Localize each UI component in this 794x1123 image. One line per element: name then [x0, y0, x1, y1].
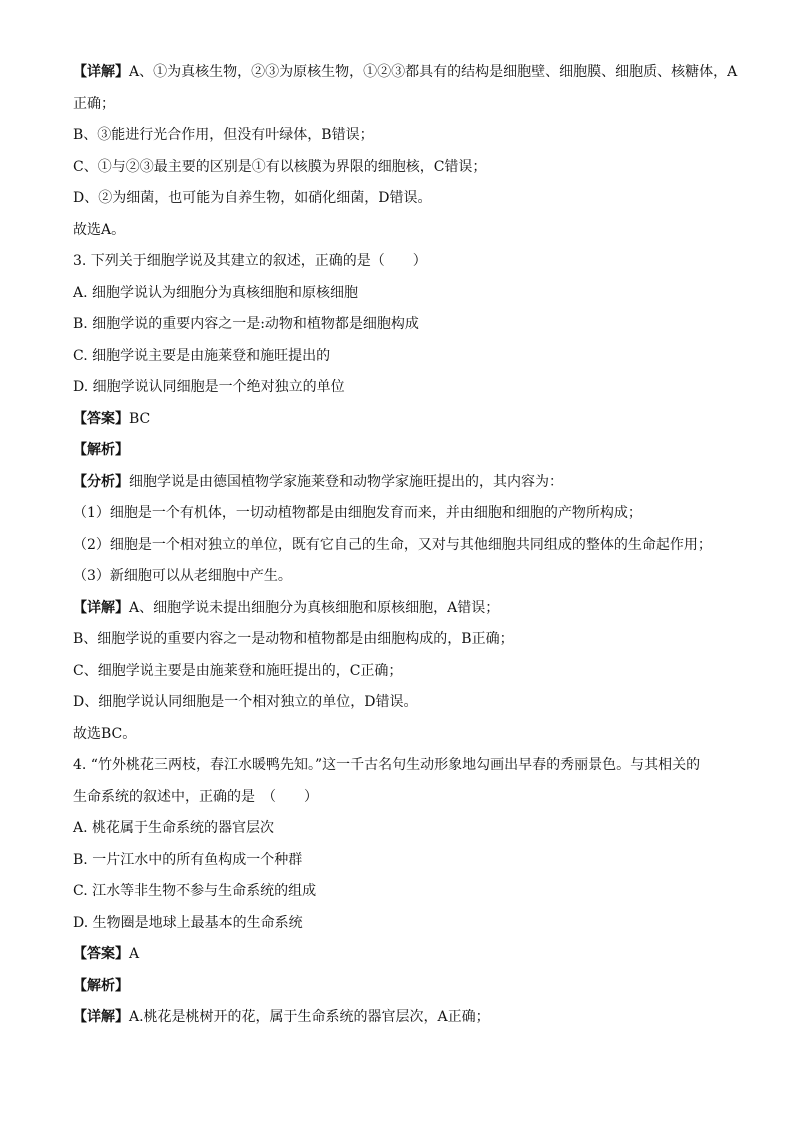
line-text: B. 细胞学说的重要内容之一是:动物和植物都是细胞构成: [73, 316, 419, 332]
text-line: [73, 598, 742, 618]
section-tag: 【解析】: [73, 442, 129, 458]
text-line: [73, 251, 742, 271]
line-text: 细胞学说是由德国植物学家施莱登和动物学家施旺提出的，其内容为：: [129, 473, 563, 490]
line-text: D. 生物圈是地球上最基本的生命系统: [73, 914, 303, 931]
line-text: 3. 下列关于细胞学说及其建立的叙述，正确的是（ ）: [73, 253, 427, 269]
line-text: C. 江水等非生物不参与生命系统的组成: [73, 883, 317, 899]
line-text: （3）新细胞可以从老细胞中产生。: [73, 568, 292, 584]
text-line: [73, 94, 742, 114]
line-text: B、细胞学说的重要内容之一是动物和植物都是由细胞构成的，B正确；: [73, 631, 514, 647]
text-line: [73, 661, 742, 681]
line-text: 生命系统的叙述中，正确的是 （ ）: [73, 788, 318, 805]
section-tag: 【答案】: [73, 946, 129, 962]
section-tag: 【解析】: [73, 977, 129, 994]
text-line: [73, 976, 742, 996]
line-text: A、细胞学说未提出细胞分为真核细胞和原核细胞，A错误；: [129, 599, 500, 616]
line-text: 正确；: [73, 95, 115, 112]
text-line: [73, 440, 742, 460]
line-text: A. 细胞学说认为细胞分为真核细胞和原核细胞: [73, 284, 359, 301]
text-line: [73, 377, 742, 397]
line-text: C. 细胞学说主要是由施莱登和施旺提出的: [73, 347, 331, 364]
text-line: [73, 346, 742, 366]
line-text: BC: [129, 410, 151, 427]
text-line: [73, 566, 742, 586]
line-text: （2）细胞是一个相对独立的单位，既有它自己的生命，又对与其他细胞共同组成的整体的生命起作用；: [73, 536, 712, 553]
line-text: B、③能进行光合作用，但没有叶绿体，B错误；: [73, 127, 374, 143]
text-line: [73, 157, 742, 177]
line-text: B. 一片江水中的所有鱼构成一个种群: [73, 851, 303, 868]
text-line: [73, 535, 742, 555]
line-text: C、细胞学说主要是由施莱登和施旺提出的，C正确；: [73, 662, 403, 679]
text-line: [73, 850, 742, 870]
text-line: [73, 314, 742, 334]
text-line: [73, 913, 742, 933]
line-text: 故选BC。: [73, 725, 137, 742]
text-line: [73, 818, 742, 838]
text-line: [73, 220, 742, 240]
line-text: A. 桃花属于生命系统的器官层次: [73, 820, 275, 836]
text-line: [73, 724, 742, 744]
text-line: [73, 787, 742, 807]
text-line: [73, 881, 742, 901]
section-tag: 【详解】: [73, 1009, 129, 1025]
text-line: [73, 1007, 742, 1027]
text-line: [73, 472, 742, 492]
text-line: [73, 188, 742, 208]
section-tag: 【分析】: [73, 473, 129, 490]
text-line: [73, 409, 742, 429]
text-line: [73, 629, 742, 649]
text-line: [73, 944, 742, 964]
line-text: 故选A。: [73, 221, 126, 238]
line-text: A、①为真核生物，②③为原核生物，①②③都具有的结构是细胞壁、细胞膜、细胞质、核糖体，A: [129, 64, 738, 80]
line-text: D、细胞学说认同细胞是一个相对独立的单位，D错误。: [73, 694, 418, 710]
line-text: D、②为细菌，也可能为自养生物，如硝化细菌，D错误。: [73, 190, 432, 206]
line-text: C、①与②③最主要的区别是①有以核膜为界限的细胞核，C错误；: [73, 158, 487, 175]
line-text: A: [129, 946, 140, 962]
section-tag: 【详解】: [73, 599, 129, 616]
text-line: [73, 283, 742, 303]
text-line: [73, 125, 742, 145]
text-line: [73, 503, 742, 523]
line-text: 4. “竹外桃花三两枝，春江水暖鸭先知。”这一千古名句生动形象地勾画出早春的秀丽景色。与其相关的: [73, 757, 701, 773]
section-tag: 【答案】: [73, 410, 129, 427]
text-line: [73, 62, 742, 82]
text-line: [73, 692, 742, 712]
section-tag: 【详解】: [73, 64, 129, 80]
text-line: [73, 755, 742, 775]
line-text: （1）细胞是一个有机体，一切动植物都是由细胞发育而来，并由细胞和细胞的产物所构成；: [73, 505, 642, 521]
line-text: D. 细胞学说认同细胞是一个绝对独立的单位: [73, 379, 345, 395]
line-text: A.桃花是桃树开的花，属于生命系统的器官层次，A正确；: [129, 1009, 490, 1025]
